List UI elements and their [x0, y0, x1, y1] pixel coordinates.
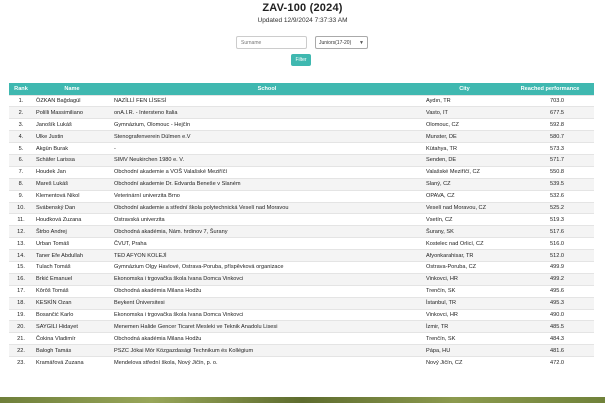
cell-perf: 495.3	[506, 297, 594, 309]
cell-city: Vinkovci, HR	[423, 309, 506, 321]
cell-perf: 499.9	[506, 261, 594, 273]
cell-perf: 490.0	[506, 309, 594, 321]
cell-name: Polilli Massimiliano	[33, 107, 111, 119]
cell-perf: 481.6	[506, 345, 594, 357]
cell-rank: 8.	[9, 178, 33, 190]
cell-city: Kostelec nad Orlicí, CZ	[423, 238, 506, 250]
table-row	[9, 309, 594, 321]
table-header-row	[9, 83, 594, 95]
table-row	[9, 107, 594, 119]
table-row	[9, 131, 594, 143]
cell-perf: 703.0	[506, 95, 594, 107]
table-row	[9, 321, 594, 333]
cell-name: Kôrôš Tomáš	[33, 285, 111, 297]
cell-school: Obchodní akademie Dr. Edvarda Beneše v Slaném	[111, 178, 423, 190]
cell-rank: 4.	[9, 131, 33, 143]
table-row	[9, 297, 594, 309]
cell-rank: 11.	[9, 214, 33, 226]
cell-name: Kramářová Zuzana	[33, 357, 111, 369]
cell-perf: 512.0	[506, 250, 594, 262]
cell-rank: 2.	[9, 107, 33, 119]
cell-name: KESKİN Ozan	[33, 297, 111, 309]
cell-rank: 15.	[9, 261, 33, 273]
table-row	[9, 273, 594, 285]
cell-school: SIMV Neukirchen 1980 e. V.	[111, 154, 423, 166]
cell-city: Munster, DE	[423, 131, 506, 143]
cell-rank: 12.	[9, 226, 33, 238]
category-select-value: Juniors(17-20)	[319, 39, 352, 46]
cell-school: TED AFYON KOLEJİ	[111, 250, 423, 262]
cell-school: Obchodná akadémia Milana Hodžu	[111, 333, 423, 345]
cell-name: Taner Efe Abdullah	[33, 250, 111, 262]
cell-city: Šurany, SK	[423, 226, 506, 238]
cell-city: Nový Jičín, CZ	[423, 357, 506, 369]
cell-city: Senden, DE	[423, 154, 506, 166]
page-title: ZAV-100 (2024)	[262, 2, 343, 14]
cell-perf: 499.2	[506, 273, 594, 285]
cell-perf: 573.3	[506, 143, 594, 155]
cell-school: Gymnázium, Olomouc - Hejčín	[111, 119, 423, 131]
cell-name: Brkić Emanuel	[33, 273, 111, 285]
table-row	[9, 154, 594, 166]
cell-city: Trenčín, SK	[423, 333, 506, 345]
cell-city: Ostrava-Poruba, CZ	[423, 261, 506, 273]
chevron-down-icon: ▼	[359, 39, 364, 46]
cell-perf: 539.5	[506, 178, 594, 190]
cell-rank: 17.	[9, 285, 33, 297]
cell-rank: 10.	[9, 202, 33, 214]
table-row	[9, 143, 594, 155]
cell-perf: 580.7	[506, 131, 594, 143]
cell-name: Balogh Tamás	[33, 345, 111, 357]
cell-rank: 1.	[9, 95, 33, 107]
cell-perf: 517.6	[506, 226, 594, 238]
table-row	[9, 214, 594, 226]
table-row	[9, 190, 594, 202]
cell-perf: 525.2	[506, 202, 594, 214]
cell-city: Afyonkarahisar, TR	[423, 250, 506, 262]
column-header-name[interactable]: Name	[64, 85, 80, 92]
cell-name: Svábenský Dan	[33, 202, 111, 214]
cell-rank: 22.	[9, 345, 33, 357]
cell-school: Obchodná akadémia, Nám. hrdinov 7, Šurany	[111, 226, 423, 238]
cell-perf: 495.6	[506, 285, 594, 297]
cell-rank: 9.	[9, 190, 33, 202]
cell-rank: 18.	[9, 297, 33, 309]
filter-bar	[236, 36, 368, 49]
cell-rank: 16.	[9, 273, 33, 285]
cell-name: Bosančić Karlo	[33, 309, 111, 321]
cell-school: Obchodní akademie a VOŠ Valašské Meziříčí	[111, 166, 423, 178]
cell-school: Menemen Halide Gencer Ticaret Mesleki ve Teknik Anadolu Lisesi	[111, 321, 423, 333]
cell-school: Gymnázium Olgy Havlové, Ostrava-Poruba, příspěvková organizace	[111, 261, 423, 273]
table-row	[9, 285, 594, 297]
cell-rank: 13.	[9, 238, 33, 250]
cell-name: ÖZKAN Bağdagül	[33, 95, 111, 107]
cell-name: Mareš Lukáš	[33, 178, 111, 190]
cell-school: onA.I.R. - Intersteno Italia	[111, 107, 423, 119]
table-row	[9, 345, 594, 357]
cell-rank: 3.	[9, 119, 33, 131]
cell-rank: 5.	[9, 143, 33, 155]
cell-name: Janošík Lukáš	[33, 119, 111, 131]
filter-button[interactable]: Filter	[291, 54, 311, 66]
results-table	[9, 83, 594, 368]
cell-rank: 6.	[9, 154, 33, 166]
cell-perf: 550.8	[506, 166, 594, 178]
cell-city: Kütahya, TR	[423, 143, 506, 155]
cell-city: Vinkovci, HR	[423, 273, 506, 285]
cell-city: İstanbul, TR	[423, 297, 506, 309]
table-row	[9, 333, 594, 345]
cell-school: Mendelova střední škola, Nový Jičín, p. o.	[111, 357, 423, 369]
table-row	[9, 119, 594, 131]
cell-name: SAYGILI Hidayet	[33, 321, 111, 333]
column-header-rank[interactable]: Rank	[14, 85, 28, 92]
cell-rank: 19.	[9, 309, 33, 321]
cell-name: Čokina Vladimír	[33, 333, 111, 345]
surname-input[interactable]: Surname	[236, 36, 307, 49]
cell-rank: 23.	[9, 357, 33, 369]
table-row	[9, 357, 594, 369]
cell-name: Urban Tomáš	[33, 238, 111, 250]
cell-rank: 21.	[9, 333, 33, 345]
cell-perf: 485.5	[506, 321, 594, 333]
cell-perf: 472.0	[506, 357, 594, 369]
cell-city: Veselí nad Moravou, CZ	[423, 202, 506, 214]
cell-perf: 484.3	[506, 333, 594, 345]
cell-city: OPAVA, CZ	[423, 190, 506, 202]
column-header-performance[interactable]: Reached performance	[520, 85, 580, 92]
table-row	[9, 238, 594, 250]
table-row	[9, 178, 594, 190]
cell-school: Ekonomska i trgovačka škola Ivana Domca Vinkovci	[111, 309, 423, 321]
cell-city: Pápa, HU	[423, 345, 506, 357]
cell-city: Slaný, CZ	[423, 178, 506, 190]
background-strip	[0, 397, 605, 403]
cell-name: Houdek Jan	[33, 166, 111, 178]
cell-school: Beykent Üniversitesi	[111, 297, 423, 309]
table-row	[9, 261, 594, 273]
cell-perf: 532.6	[506, 190, 594, 202]
cell-name: Štrbo Andrej	[33, 226, 111, 238]
cell-name: Schäfer Larissa	[33, 154, 111, 166]
cell-city: İzmir, TR	[423, 321, 506, 333]
cell-school: NAZİLLİ FEN LİSESİ	[111, 95, 423, 107]
category-select[interactable]	[315, 36, 368, 49]
cell-perf: 592.8	[506, 119, 594, 131]
cell-name: Klementová Nikol	[33, 190, 111, 202]
cell-perf: 516.0	[506, 238, 594, 250]
cell-school: Obchodní akademie a střední škola polytechnická Veselí nad Moravou	[111, 202, 423, 214]
cell-name: Houdková Zuzana	[33, 214, 111, 226]
cell-rank: 14.	[9, 250, 33, 262]
cell-city: Valašské Meziříčí, CZ	[423, 166, 506, 178]
cell-city: Olomouc, CZ	[423, 119, 506, 131]
cell-school: -	[111, 143, 423, 155]
table-row	[9, 226, 594, 238]
cell-school: ČVUT, Praha	[111, 238, 423, 250]
cell-perf: 519.3	[506, 214, 594, 226]
cell-city: Vsetín, CZ	[423, 214, 506, 226]
cell-school: Obchodná akadémia Milana Hodžu	[111, 285, 423, 297]
cell-city: Trenčín, SK	[423, 285, 506, 297]
cell-name: Tulach Tomáš	[33, 261, 111, 273]
updated-timestamp: Updated 12/9/2024 7:37:33 AM	[257, 17, 348, 24]
table-row	[9, 250, 594, 262]
cell-school: Ostravská univerzita	[111, 214, 423, 226]
table-row	[9, 202, 594, 214]
column-header-school[interactable]: School	[257, 85, 277, 92]
cell-name: Akgün Burak	[33, 143, 111, 155]
cell-school: PSZC Jókai Mór Közgazdasági Technikum és Kollégium	[111, 345, 423, 357]
cell-perf: 571.7	[506, 154, 594, 166]
table-row	[9, 95, 594, 107]
cell-school: Veterinární univerzita Brno	[111, 190, 423, 202]
cell-city: Aydın, TR	[423, 95, 506, 107]
cell-rank: 20.	[9, 321, 33, 333]
table-row	[9, 166, 594, 178]
cell-school: Ekonomska i trgovačka škola Ivana Domca Vinkovci	[111, 273, 423, 285]
cell-rank: 7.	[9, 166, 33, 178]
cell-city: Vasto, IT	[423, 107, 506, 119]
cell-name: Ulke Justin	[33, 131, 111, 143]
column-header-city[interactable]: City	[459, 85, 470, 92]
cell-school: Stenografenverein Dülmen e.V	[111, 131, 423, 143]
cell-perf: 677.5	[506, 107, 594, 119]
